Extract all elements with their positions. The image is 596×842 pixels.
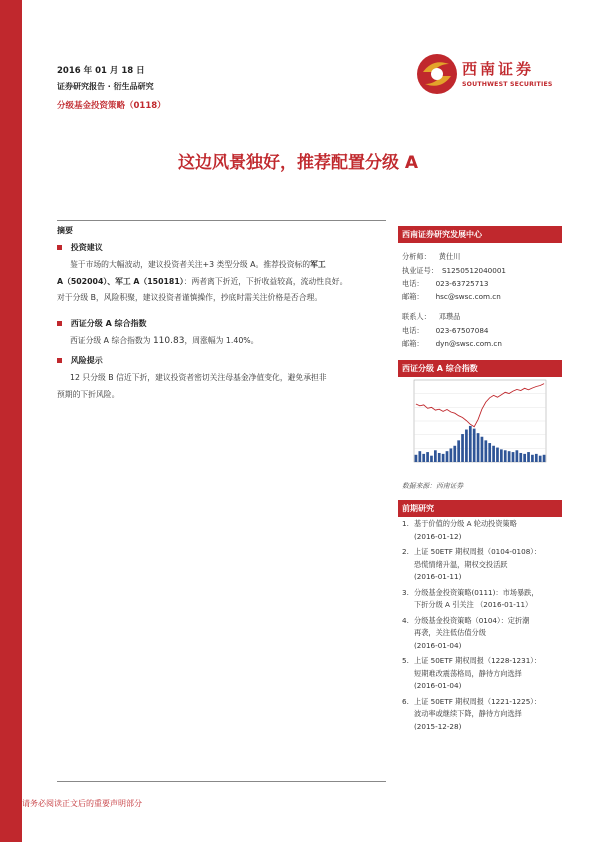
brand-name-cn: 西南证券 bbox=[462, 60, 535, 78]
volume-bar bbox=[512, 452, 515, 462]
section-index bbox=[57, 318, 147, 329]
research-item[interactable] bbox=[402, 546, 562, 584]
index-chart-header: 西证分级 A 综合指数 bbox=[398, 360, 562, 377]
volume-bar bbox=[527, 452, 530, 462]
investment-advice-text bbox=[57, 257, 390, 307]
volume-bar bbox=[488, 443, 491, 462]
report-title: 这边风景独好，推荐配置分级 A bbox=[177, 153, 419, 173]
research-item-line: 上证 50ETF 期权周报（1228-1231）： bbox=[414, 656, 542, 665]
research-item-line: (2016-01-04) bbox=[414, 681, 462, 690]
volume-bar bbox=[453, 446, 456, 462]
chart-source: 数据来源：西南证券 bbox=[402, 482, 464, 490]
summary-heading: 摘要 bbox=[57, 226, 73, 235]
email-link[interactable]: hsc@swsc.com.cn bbox=[435, 292, 501, 301]
contact-name: 邓瓒品 bbox=[438, 312, 461, 321]
research-item-line: 下折分级 A 引关注 （2016-01-11） bbox=[414, 600, 533, 609]
label: 执业证号： bbox=[402, 266, 438, 275]
volume-bar bbox=[418, 451, 421, 462]
report-date: 2016 年 01 月 18 日 bbox=[57, 66, 145, 76]
report-type: 证券研究报告 · 衍生品研究 bbox=[57, 82, 154, 91]
volume-bar bbox=[461, 434, 464, 462]
index-value: 110.83 bbox=[152, 336, 185, 346]
text-span: 鉴于市场的大幅波动，建议投资者关注+3 类型分级 A。推荐投资标的 bbox=[70, 260, 311, 269]
volume-bar bbox=[422, 454, 425, 462]
email-line-2 bbox=[402, 339, 502, 349]
volume-bar bbox=[442, 454, 445, 462]
section-heading: 风险提示 bbox=[70, 356, 103, 365]
section-heading: 西证分级 A 综合指数 bbox=[70, 319, 147, 328]
text-line: 预期的下折风险。 bbox=[57, 389, 120, 399]
volume-bar bbox=[430, 456, 433, 462]
phone-line-2 bbox=[402, 326, 488, 336]
research-item-line: 基于价值的分级 A 轮动投资策略 bbox=[414, 519, 517, 528]
text-span-bold: 军工 bbox=[310, 260, 326, 269]
volume-bar bbox=[496, 448, 499, 462]
index-text bbox=[70, 333, 258, 350]
volume-bar bbox=[531, 455, 534, 462]
volume-bar bbox=[434, 450, 437, 462]
volume-bar bbox=[500, 449, 503, 462]
research-item-number: 4. bbox=[402, 615, 409, 625]
volume-bar bbox=[415, 455, 418, 462]
phone-number: 023-63725713 bbox=[435, 279, 489, 288]
volume-bar bbox=[519, 453, 522, 462]
volume-bar bbox=[484, 440, 487, 462]
text-span-bold: A（502004）、 bbox=[57, 276, 116, 286]
section-investment-advice bbox=[57, 242, 103, 253]
volume-bar bbox=[481, 437, 484, 462]
label: 邮箱： bbox=[402, 339, 424, 348]
contact-line bbox=[402, 312, 460, 322]
research-item[interactable] bbox=[402, 518, 562, 543]
research-item-line: 恐慌情绪升温，期权交投活跃 bbox=[414, 559, 508, 569]
label: 联系人： bbox=[402, 312, 431, 321]
volume-bar bbox=[426, 452, 429, 462]
volume-bar bbox=[492, 446, 495, 462]
analyst-line bbox=[402, 252, 460, 262]
footer-disclaimer: 请务必阅读正文后的重要声明部分 bbox=[22, 799, 142, 808]
bullet-icon bbox=[57, 358, 62, 363]
text-span: ：两者离下折近，下折收益较高，流动性良好。 bbox=[183, 276, 348, 286]
research-item[interactable] bbox=[402, 696, 562, 734]
research-item-number: 1. bbox=[402, 519, 409, 528]
research-item-line: 分级基金投资策略(0111)：市场暴跌， bbox=[414, 587, 539, 597]
volume-bar bbox=[504, 450, 507, 462]
label: 电话： bbox=[402, 279, 424, 288]
volume-bar bbox=[535, 454, 538, 462]
text-line: 对于分级 B，风险积聚，建议投资者谨慎操作，抄底时需关注价格是否合理。 bbox=[57, 293, 323, 302]
volume-bar bbox=[508, 451, 511, 462]
research-item[interactable] bbox=[402, 655, 562, 693]
phone-line bbox=[402, 279, 488, 289]
chart-grid bbox=[414, 394, 546, 449]
volume-bar bbox=[477, 433, 480, 462]
section-heading: 投资建议 bbox=[70, 243, 103, 252]
research-item-number: 3. bbox=[402, 587, 409, 597]
volume-bar bbox=[450, 448, 453, 462]
research-item-line: 上证 50ETF 期权周报（1221-1225）： bbox=[414, 696, 542, 706]
volume-bar bbox=[457, 440, 460, 462]
text-span-bold: 军工 A（150181） bbox=[115, 276, 184, 286]
risk-text bbox=[57, 370, 390, 403]
analyst-name: 黄仕川 bbox=[438, 252, 461, 261]
research-item-line: (2016-01-12) bbox=[414, 531, 462, 541]
research-item-number: 5. bbox=[402, 656, 409, 665]
research-item-line: (2016-01-11) bbox=[414, 572, 462, 581]
research-item-number: 2. bbox=[402, 547, 409, 556]
license-line bbox=[402, 266, 506, 276]
research-item[interactable] bbox=[402, 587, 562, 612]
research-item-line: 短期难改震荡格局，静待方向选择 bbox=[414, 668, 522, 678]
license-number: S1250512040001 bbox=[441, 266, 506, 275]
research-item-line: (2016-01-04) bbox=[414, 640, 462, 650]
divider-top bbox=[57, 220, 386, 221]
email-line bbox=[402, 292, 501, 302]
divider-bottom bbox=[57, 781, 386, 782]
research-item-line: 分级基金投资策略（0104）：定折潮 bbox=[414, 615, 530, 625]
volume-bars bbox=[415, 426, 546, 462]
volume-bar bbox=[539, 456, 542, 462]
research-item-line: 上证 50ETF 期权周报（0104-0108）： bbox=[414, 547, 542, 556]
volume-bar bbox=[469, 426, 472, 462]
research-item[interactable] bbox=[402, 615, 562, 653]
index-line bbox=[416, 384, 544, 427]
volume-bar bbox=[523, 454, 526, 462]
research-item-line: 再袭，关注低估值分级 bbox=[414, 628, 486, 637]
label: 分析师： bbox=[402, 252, 431, 261]
previous-research-header: 前期研究 bbox=[398, 500, 562, 517]
research-item-line: (2015-12-28) bbox=[414, 721, 462, 731]
phone-number: 023-67507084 bbox=[435, 326, 489, 335]
brand-name-en: SOUTHWEST SECURITIES bbox=[462, 81, 553, 88]
report-series: 分级基金投资策略（0118） bbox=[57, 101, 166, 111]
research-center-header: 西南证券研究发展中心 bbox=[398, 226, 562, 243]
research-item-line: 波动率或继续下降，静待方向选择 bbox=[414, 709, 522, 718]
section-risk bbox=[57, 355, 103, 366]
volume-bar bbox=[438, 453, 441, 462]
text-span: ，周涨幅为 1.40%。 bbox=[184, 336, 259, 345]
research-item-number: 6. bbox=[402, 696, 409, 706]
volume-bar bbox=[446, 451, 449, 462]
email-link[interactable]: dyn@swsc.com.cn bbox=[435, 339, 502, 348]
volume-bar bbox=[473, 429, 476, 462]
left-accent-bar bbox=[0, 0, 22, 842]
text-line: 12 只分级 B 信近下折，建议投资者密切关注母基金净值变化，避免承担非 bbox=[70, 373, 327, 382]
label: 邮箱： bbox=[402, 292, 424, 301]
volume-bar bbox=[465, 430, 468, 462]
text-span: 西证分级 A 综合指数为 bbox=[70, 336, 153, 345]
label: 电话： bbox=[402, 326, 424, 335]
volume-bar bbox=[543, 455, 546, 462]
index-chart bbox=[400, 377, 560, 472]
bullet-icon bbox=[57, 245, 62, 250]
volume-bar bbox=[516, 450, 519, 462]
bullet-icon bbox=[57, 321, 62, 326]
